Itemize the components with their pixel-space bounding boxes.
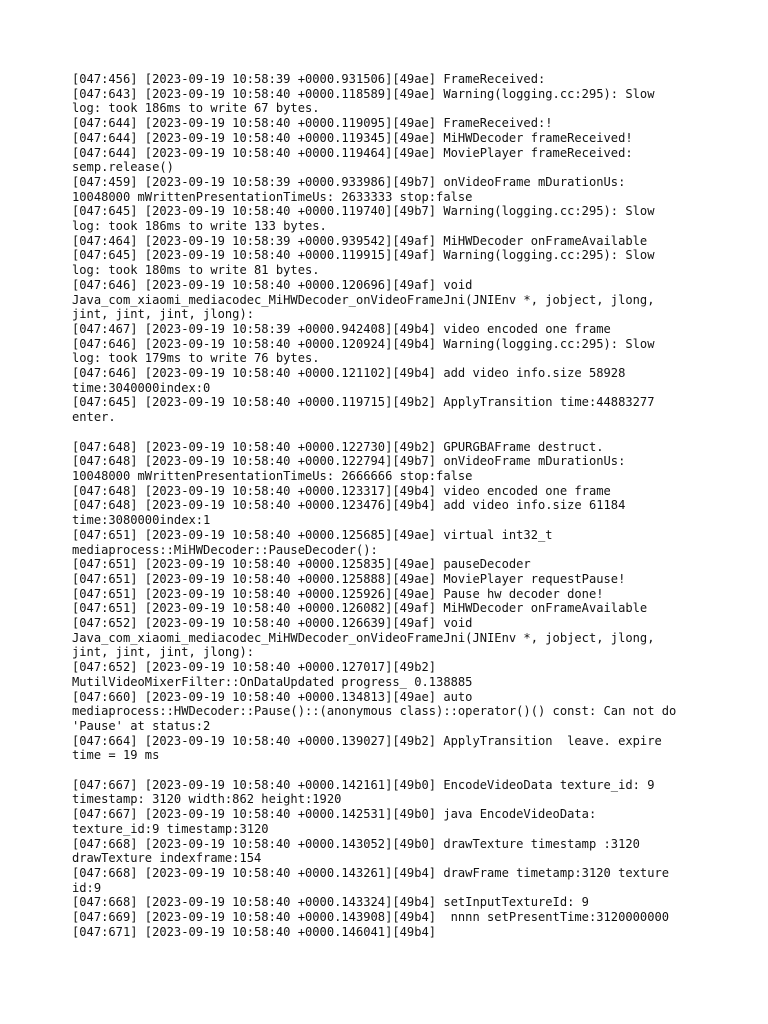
- log-text-body: [047:456] [2023-09-19 10:58:39 +0000.931506][49ae] FrameReceived: [047:643] [2023-09-19 10:58:40 +0000.118589][49ae] Warning(logging.cc:295): Slow log: took 186ms to write 67 bytes. [047:644] [2023-09-19 10:58:40 +0000.119095][49ae] FrameReceived:! [047:644] [2023-09-19 10:58:40 +0000.119345][49ae] MiHWDecoder frameReceived! [047:644] [2023-09-19 10:58:40 +0000.119464][49ae] MoviePlayer frameReceived: semp.release() [047:459] [2023-09-19 10:58:39 +0000.933986][49b7] onVideoFrame mDurationUs: 10048000 mWrittenPresentationTimeUs: 2633333 stop:false [047:645] [2023-09-19 10:58:40 +0000.119740][49b7] Warning(logging.cc:295): Slow log: took 186ms to write 133 bytes. [047:464] [2023-09-19 10:58:39 +0000.939542][49af] MiHWDecoder onFrameAvailable [047:645] [2023-09-19 10:58:40 +0000.119915][49af] Warning(logging.cc:295): Slow log: took 180ms to write 81 bytes. [047:646] [2023-09-19 10:58:40 +0000.120696][49af] void Java_com_xiaomi_mediacodec_MiHWDecoder_onVideoFrameJni(JNIEnv *, jobject, jlong, jint, jint, jint, jlong): [047:467] [2023-09-19 10:58:39 +0000.942408][49b4] video encoded one frame [047:646] [2023-09-19 10:58:40 +0000.120924][49b4] Warning(logging.cc:295): Slow log: took 179ms to write 76 bytes. [047:646] [2023-09-19 10:58:40 +0000.121102][49b4] add video info.size 58928 time:3040000index:0 [047:645] [2023-09-19 10:58:40 +0000.119715][49b2] ApplyTransition time:44883277 enter. [047:648] [2023-09-19 10:58:40 +0000.122730][49b2] GPURGBAFrame destruct. [047:648] [2023-09-19 10:58:40 +0000.122794][49b7] onVideoFrame mDurationUs: 10048000 mWrittenPresentationTimeUs: 2666666 stop:false [047:648] [2023-09-19 10:58:40 +0000.123317][49b4] video encoded one frame [047:648] [2023-09-19 10:58:40 +0000.123476][49b4] add video info.size 61184 time:3080000index:1 [047:651] [2023-09-19 10:58:40 +0000.125685][49ae] virtual int32_t mediaprocess::MiHWDecoder::PauseDecoder(): [047:651] [2023-09-19 10:58:40 +0000.125835][49ae] pauseDecoder [047:651] [2023-09-19 10:58:40 +0000.125888][49ae] MoviePlayer requestPause! [047:651] [2023-09-19 10:58:40 +0000.125926][49ae] Pause hw decoder done! [047:651] [2023-09-19 10:58:40 +0000.126082][49af] MiHWDecoder onFrameAvailable [047:652] [2023-09-19 10:58:40 +0000.126639][49af] void Java_com_xiaomi_mediacodec_MiHWDecoder_onVideoFrameJni(JNIEnv *, jobject, jlong, jint, jint, jint, jlong): [047:652] [2023-09-19 10:58:40 +0000.127017][49b2] MutilVideoMixerFilter::OnDataUpdated progress_ 0.138885 [047:660] [2023-09-19 10:58:40 +0000.134813][49ae] auto mediaprocess::HWDecoder::Pause()::(anonymous class)::operator()() const: Can not do 'Pause' at status:2 [047:664] [2023-09-19 10:58:40 +0000.139027][49b2] ApplyTransition leave. expire time = 19 ms [047:667] [2023-09-19 10:58:40 +0000.142161][49b0] EncodeVideoData texture_id: 9 timestamp: 3120 width:862 height:1920 [047:667] [2023-09-19 10:58:40 +0000.142531][49b0] java EncodeVideoData: texture_id:9 timestamp:3120 [047:668] [2023-09-19 10:58:40 +0000.143052][49b0] drawTexture timestamp :3120 drawTexture indexframe:154 [047:668] [2023-09-19 10:58:40 +0000.143261][49b4] drawFrame timetamp:3120 texture id:9 [047:668] [2023-09-19 10:58:40 +0000.143324][49b4] setInputTextureId: 9 [047:669] [2023-09-19 10:58:40 +0000.143908][49b4] nnnn setPresentTime:3120000000 [047:671] [2023-09-19 10:58:40 +0000.146041][49b4]: [72, 72, 677, 939]
- log-document: [72, 72, 712, 939]
